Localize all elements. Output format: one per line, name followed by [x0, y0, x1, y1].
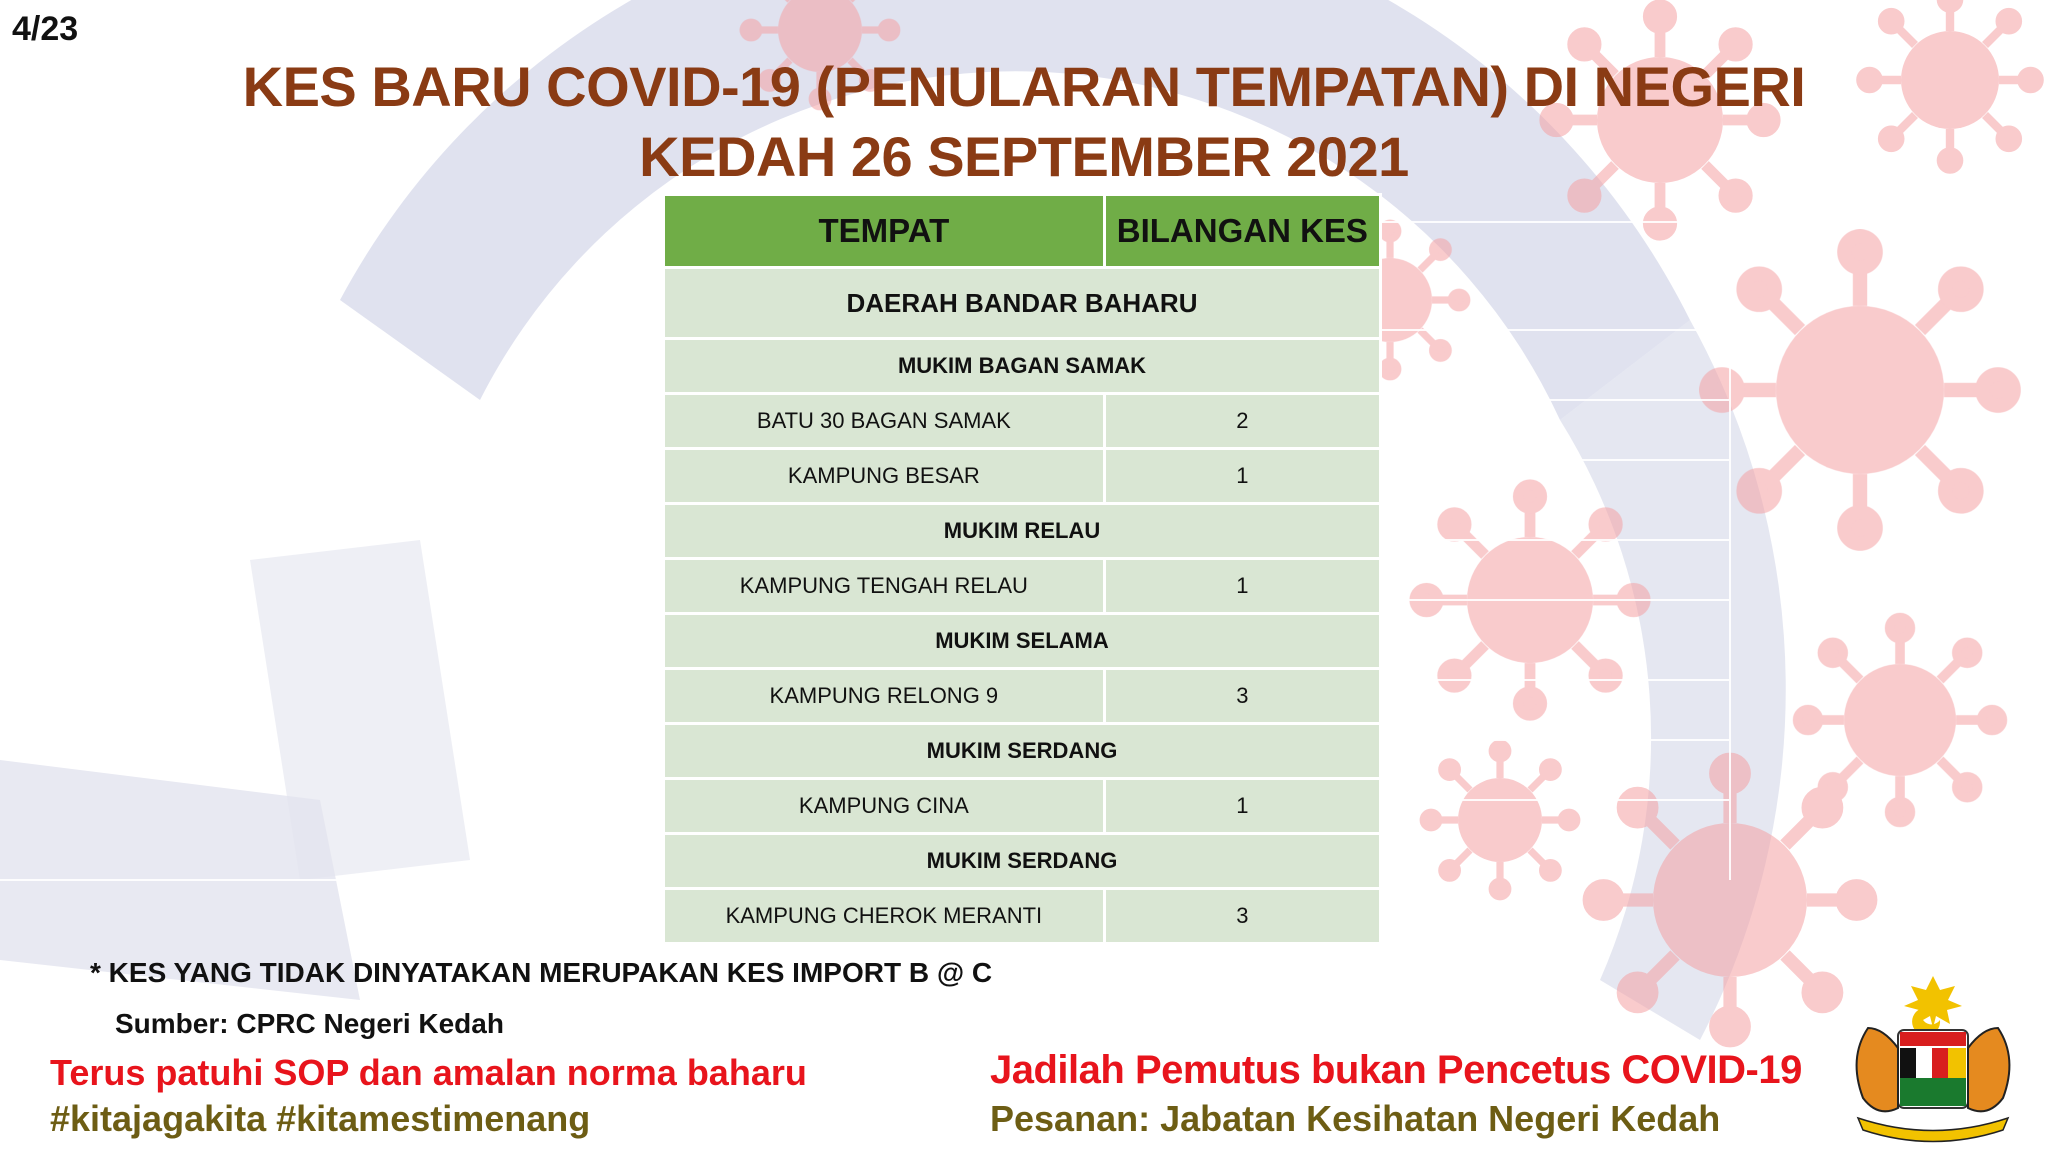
mukim-row — [664, 614, 1381, 669]
page-title — [0, 52, 2048, 192]
header-cases: BILANGAN KES — [1104, 195, 1380, 268]
place-cell: BATU 30 BAGAN SAMAK — [664, 394, 1105, 449]
district-label: DAERAH BANDAR BAHARU — [664, 268, 1381, 339]
table-row — [664, 394, 1381, 449]
table-row — [664, 449, 1381, 504]
mukim-label: MUKIM SERDANG — [664, 724, 1381, 779]
mukim-label: MUKIM SERDANG — [664, 834, 1381, 889]
table-row — [664, 669, 1381, 724]
cases-cell: 3 — [1104, 669, 1380, 724]
mukim-label: MUKIM BAGAN SAMAK — [664, 339, 1381, 394]
table-row — [664, 779, 1381, 834]
hashtags: #kitajagakita #kitamestimenang — [50, 1098, 591, 1139]
place-cell: KAMPUNG CHEROK MERANTI — [664, 889, 1105, 944]
header-place: TEMPAT — [664, 195, 1105, 268]
table-header-row — [664, 195, 1381, 268]
table-row — [664, 889, 1381, 944]
cases-cell: 1 — [1104, 449, 1380, 504]
place-cell: KAMPUNG TENGAH RELAU — [664, 559, 1105, 614]
title-line-2: KEDAH 26 SEPTEMBER 2021 — [639, 125, 1409, 188]
cases-table — [662, 193, 1382, 945]
cases-cell: 2 — [1104, 394, 1380, 449]
page-number: 4/23 — [12, 10, 79, 48]
mukim-label: MUKIM RELAU — [664, 504, 1381, 559]
slogan: Jadilah Pemutus bukan Pencetus COVID-19 — [990, 1048, 1802, 1092]
mukim-row — [664, 339, 1381, 394]
mukim-row — [664, 504, 1381, 559]
cases-cell: 1 — [1104, 779, 1380, 834]
coat-of-arms-icon — [1828, 968, 2038, 1148]
district-row — [664, 268, 1381, 339]
cases-cell: 3 — [1104, 889, 1380, 944]
mukim-label: MUKIM SELAMA — [664, 614, 1381, 669]
place-cell: KAMPUNG RELONG 9 — [664, 669, 1105, 724]
place-cell: KAMPUNG BESAR — [664, 449, 1105, 504]
mukim-row — [664, 834, 1381, 889]
table-row — [664, 559, 1381, 614]
cases-cell: 1 — [1104, 559, 1380, 614]
sop-reminder: Terus patuhi SOP dan amalan norma baharu — [50, 1052, 807, 1093]
message-source: Pesanan: Jabatan Kesihatan Negeri Kedah — [990, 1098, 1721, 1139]
title-line-1: KES BARU COVID-19 (PENULARAN TEMPATAN) DI NEGERI — [242, 55, 1806, 118]
mukim-row — [664, 724, 1381, 779]
footnote: * KES YANG TIDAK DINYATAKAN MERUPAKAN KES IMPORT B @ C — [90, 957, 993, 988]
source-text: Sumber: CPRC Negeri Kedah — [115, 1008, 504, 1039]
place-cell: KAMPUNG CINA — [664, 779, 1105, 834]
